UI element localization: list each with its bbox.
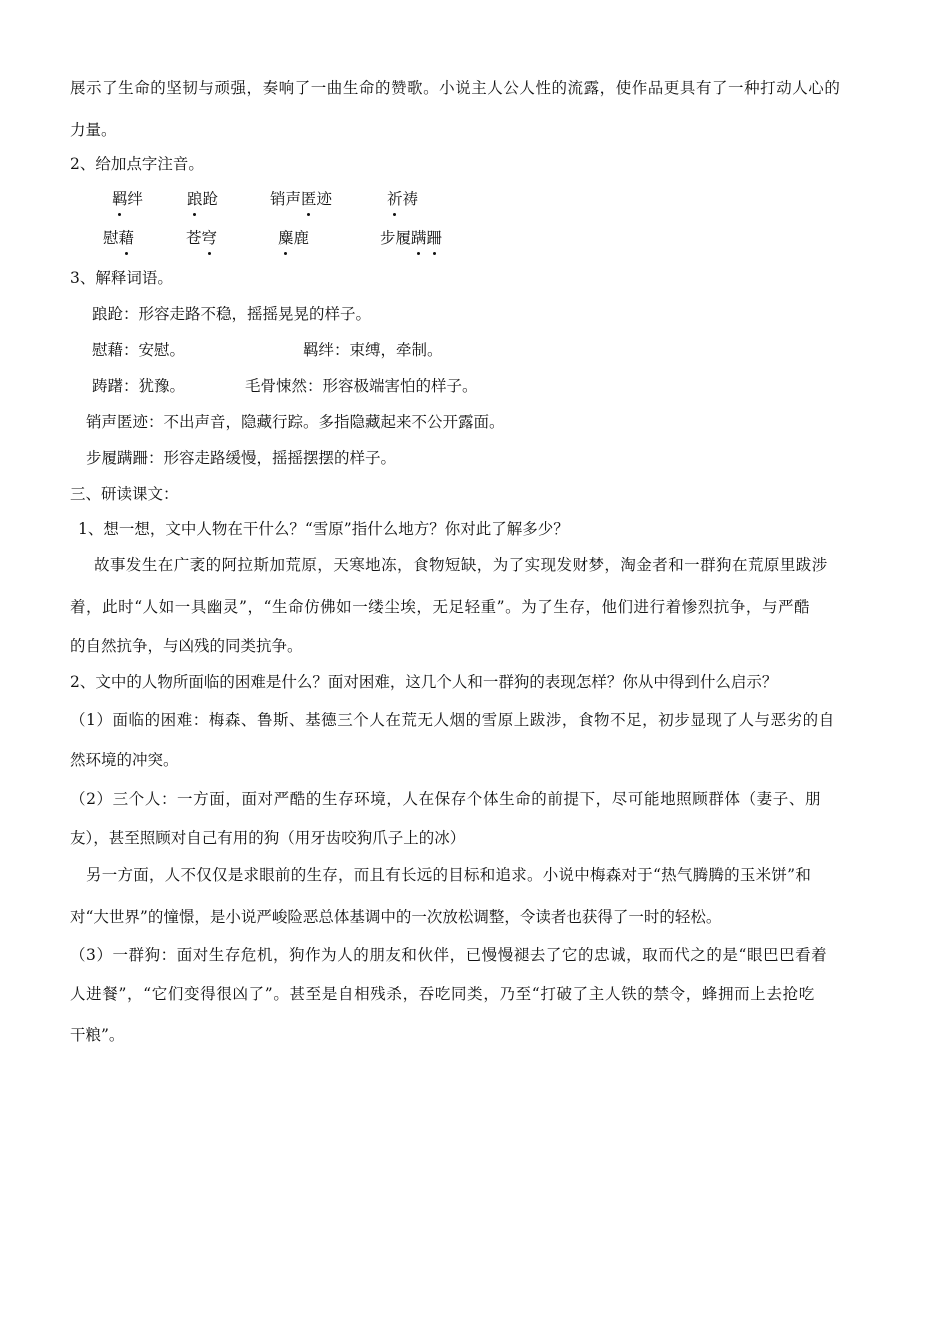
intro-line-2: 力量。	[70, 121, 117, 139]
section3-heading: 3、解释词语。	[70, 269, 173, 287]
definition-liangqiang: 踉跄：形容走路不稳，摇摇晃晃的样子。	[92, 305, 372, 323]
answer-1-line-2: 着，此时“人如一具幽灵”，“生命仿佛如一缕尘埃，无足轻重”。为了生存，他们进行着惨烈抗争，与严酷	[70, 598, 811, 616]
point-3-line-2: 对“大世界”的憧憬，是小说严峻险恶总体基调中的一次放松调整，令读者也获得了一时的轻松。	[70, 908, 722, 926]
answer-1-line-3: 的自然抗争，与凶残的同类抗争。	[70, 637, 303, 655]
intro-line-1: 展示了生命的坚韧与顽强，奏响了一曲生命的赞歌。小说主人公人性的流露，使作品更具有了一种打动人心的	[70, 79, 841, 97]
definition-weiji: 慰藉：安慰。	[92, 341, 186, 359]
term-bulv-panshan: 步履蹒跚	[380, 229, 443, 247]
definition-chouchu: 踌躇：犹豫。	[92, 377, 186, 395]
definition-xiaosheng: 销声匿迹：不出声音，隐藏行踪。多指隐藏起来不公开露面。	[86, 413, 505, 431]
term-liangqiang: 踉跄	[187, 190, 219, 208]
term-xiaosheng-niji: 销声匿迹	[270, 190, 333, 208]
point-2-line-1: （2）三个人：一方面，面对严酷的生存环境，人在保存个体生命的前提下，尽可能地照顾群体（妻子、朋	[70, 790, 822, 808]
question-1: 1、想一想，文中人物在干什么？“雪原”指什么地方？你对此了解多少？	[78, 520, 569, 538]
point-2-line-2: 友），甚至照顾对自己有用的狗（用牙齿咬狗爪子上的冰）	[70, 829, 466, 847]
answer-1-line-1: 故事发生在广袤的阿拉斯加荒原，天寒地冻，食物短缺，为了实现发财梦，淘金者和一群狗在荒原里跋涉	[94, 556, 828, 574]
point-4-line-3: 干粮”。	[70, 1026, 125, 1044]
point-4-line-2: 人进餐”，“它们变得很凶了”。甚至是自相残杀，吞吃同类，乃至“打破了主人铁的禁令，蜂拥而上去抢吃	[70, 985, 815, 1003]
point-1-line-1: （1）面临的困难：梅森、鲁斯、基德三个人在荒无人烟的雪原上跋涉，食物不足，初步显现了人与恶劣的自	[70, 711, 835, 729]
point-4-line-1: （3）一群狗：面对生存危机，狗作为人的朋友和伙伴，已慢慢褪去了它的忠诚，取而代之的是“眼巴巴看着	[70, 946, 828, 964]
term-jiban: 羁绊	[112, 190, 144, 208]
question-2: 2、文中的人物所面临的困难是什么？面对困难，这几个人和一群狗的表现怎样？你从中得到什么启示？	[70, 673, 778, 691]
definition-bulv: 步履蹒跚：形容走路缓慢，摇摇摆摆的样子。	[86, 449, 397, 467]
term-milu: 麋鹿	[278, 229, 310, 247]
point-3-line-1: 另一方面，人不仅仅是求眼前的生存，而且有长远的目标和追求。小说中梅森对于“热气腾腾的玉米饼”和	[86, 866, 812, 884]
definition-jiban: 羁绊：束缚，牵制。	[303, 341, 443, 359]
term-weiji: 慰藉	[103, 229, 135, 247]
point-1-line-2: 然环境的冲突。	[70, 751, 179, 769]
section-study-heading: 三、研读课文：	[70, 485, 179, 503]
term-qidao: 祈祷	[387, 190, 419, 208]
section2-heading: 2、给加点字注音。	[70, 155, 204, 173]
definition-maogu: 毛骨悚然：形容极端害怕的样子。	[245, 377, 478, 395]
term-cangqiong: 苍穹	[186, 229, 218, 247]
